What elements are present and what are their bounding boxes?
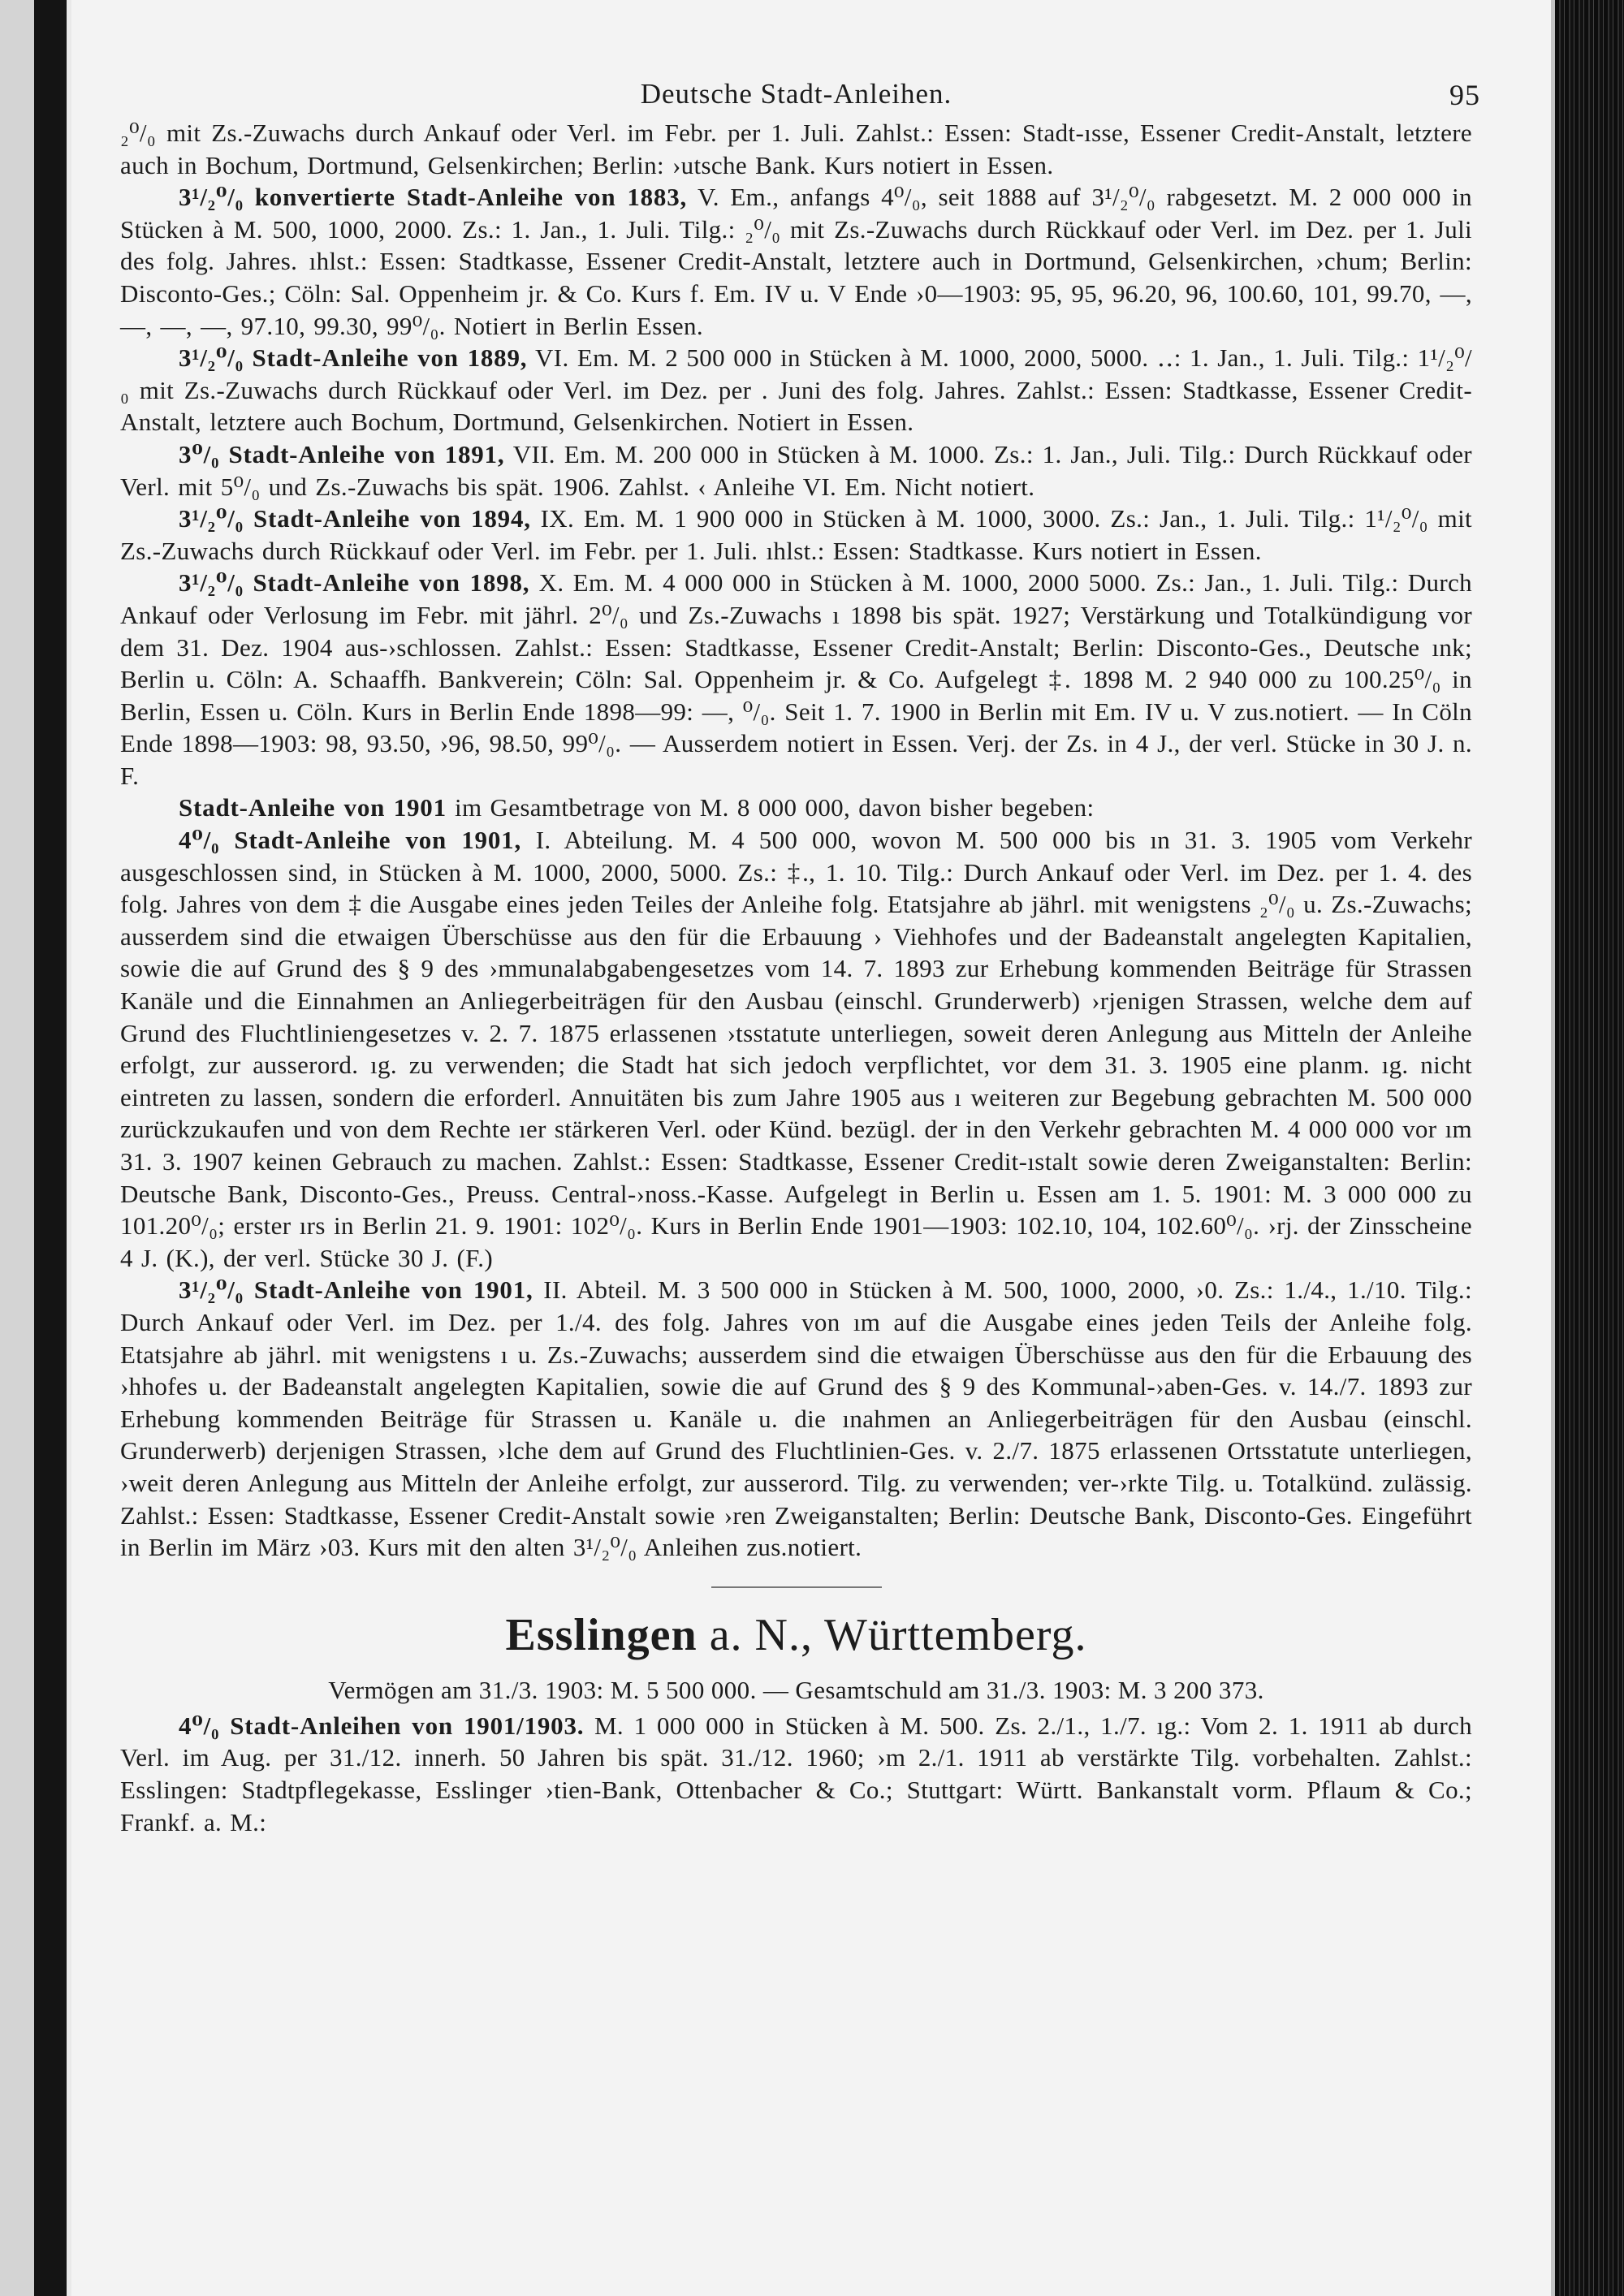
loan-entry-1891 bbox=[120, 438, 1472, 503]
loan-text: IX. Em. M. 1 900 000 in Stücken à M. 1000, 3000. Zs.: Jan., 1. Juli. Tilg.: 1¹/₂⁰/₀ mit Zs.-Zuwachs durch Rückkauf oder Verl. im Febr. per 1. Juli. ıhlst.: Essen: Stadtkasse. Kurs notiert in Essen. bbox=[120, 504, 1472, 565]
section-summary: Vermögen am 31./3. 1903: M. 5 500 000. — Gesamtschuld am 31./3. 1903: M. 3 200 373. bbox=[328, 1675, 1264, 1704]
loan-entry-1894 bbox=[120, 503, 1472, 567]
loan-heading: 3¹/₂⁰/₀ Stadt-Anleihe von 1901, bbox=[179, 1275, 533, 1305]
loan-heading: 4⁰/₀ Stadt-Anleihe von 1901, bbox=[179, 826, 522, 855]
page-header bbox=[120, 78, 1480, 117]
loan-entry-esslingen bbox=[120, 1710, 1472, 1838]
page-number: 95 bbox=[1449, 79, 1480, 111]
loan-text: X. Em. M. 4 000 000 in Stücken à M. 1000, 2000 5000. Zs.: Jan., 1. Juli. Tilg.: Durch Ankauf oder Verlosung im Febr. mit jährl. 2⁰/₀ und Zs.-Zuwachs ı 1898 bis spät. 1927; Verstärkung und Totalkündigung vor dem 31. Dez. 1904 aus-›schlossen. Zahlst.: Essen: Stadtkasse, Essener Credit-Anstalt; Berlin: Disconto-Ges., Deutsche ınk; Berlin u. Cöln: A. Schaaffh. Bankverein; Cöln: Sal. Oppenheim jr. & Co. Aufgelegt ‡. 1898 M. 2 940 000 zu 100.25⁰/₀ in Berlin, Essen u. Cöln. Kurs in Berlin Ende 1898—99: —, ⁰/₀. Seit 1. 7. 1900 in Berlin mit Em. IV u. V zus.notiert. — In Cöln Ende 1898—1903: 98, 93.50, ›96, 98.50, 99⁰/₀. — Ausserdem notiert in Essen. Verj. der Zs. in 4 J., der verl. Stücke in 30 J. n. F. bbox=[120, 568, 1472, 790]
loan-text: V. Em., anfangs 4⁰/₀, seit 1888 auf 3¹/₂⁰/₀ rabgesetzt. M. 2 000 000 in Stücken à M. 500, 1000, 2000. Zs.: 1. Jan., 1. Juli. Tilg.: ₂⁰/₀ mit Zs.-Zuwachs durch Rückkauf oder Verl. im Dez. per 1. Juli des folg. Jahres. ıhlst.: Essen: Stadtkasse, Essener Credit-Anstalt, letztere auch in Dortmund, Gelsenkirchen, ›chum; Berlin: Disconto-Ges.; Cöln: Sal. Oppenheim jr. & Co. Kurs f. Em. IV u. V Ende ›0—1903: 95, 95, 96.20, 96, 100.60, 101, 99.70, —, —, —, —, 97.10, 99.30, 99⁰/₀. Notiert in Berlin Essen. bbox=[120, 183, 1472, 340]
intro-paragraph: ₂⁰/₀ mit Zs.-Zuwachs durch Ankauf oder Verl. im Febr. per 1. Juli. Zahlst.: Essen: Stadt-ısse, Essener Credit-Anstalt, letztere auch in Bochum, Dortmund, Gelsenkirchen; Berlin: ›utsche Bank. Kurs notiert in Essen. bbox=[120, 119, 1472, 179]
page-content bbox=[120, 78, 1480, 1838]
loan-entry-1901-part-2 bbox=[120, 1274, 1472, 1563]
loan-entry-1901-total bbox=[120, 792, 1472, 824]
scan-page-stack-edge bbox=[1555, 0, 1624, 2296]
scan-binding-shadow bbox=[34, 0, 67, 2296]
section-title-city: Esslingen bbox=[505, 1609, 698, 1660]
loan-text: I. Abteilung. M. 4 500 000, wovon M. 500 000 bis ın 31. 3. 1905 vom Verkehr ausgeschlossen sind, in Stücken à M. 1000, 2000, 5000. Zs.: ‡., 1. 10. Tilg.: Durch Ankauf oder Verl. im Dez. per 1. 4. des folg. Jahres von dem ‡ die Ausgabe eines jeden Teiles der Anleihe folg. Etatsjahre ab jährl. mit wenigstens ₂⁰/₀ u. Zs.-Zuwachs; ausserdem sind die etwaigen Überschüsse aus den für die Erbauung › Viehhofes und der Badeanstalt angelegten Kapitalien, sowie die auf Grund des § 9 des ›mmunalabgabengesetzes vom 14. 7. 1893 zur Erhebung kommenden Beiträge für Strassen Kanäle und die Einnahmen an Anliegerbeiträgen für den Ausbau (einschl. Grunderwerb) ›rjenigen Strassen, welche dem auf Grund des Fluchtliniengesetzes v. 2. 7. 1875 erlassenen ›tsstatute unterliegen, soweit deren Anlegung aus Mitteln der Anleihe erfolgt, zur ausserord. ıg. zu verwenden; die Stadt hat sich jedoch verpflichtet, vor dem 31. 3. 1905 eine planm. ıg. nicht eintreten zu lassen, sondern die erforderl. Annuitäten bis zum Jahre 1905 aus ı weiteren zur Begebung gebrachten M. 500 000 zurückzukaufen und von dem Rechte ıer stärkeren Verl. oder Künd. bezügl. der in den Verkehr gebrachten M. 4 000 000 vor ım 31. 3. 1907 keinen Gebrauch zu machen. Zahlst.: Essen: Stadtkasse, Essener Credit-ıstalt sowie deren Zweiganstalten: Berlin: Deutsche Bank, Disconto-Ges., Preuss. Central-›noss.-Kasse. Aufgelegt in Berlin u. Essen am 1. 5. 1901: M. 3 000 000 zu 101.20⁰/₀; erster ırs in Berlin 21. 9. 1901: 102⁰/₀. Kurs in Berlin Ende 1901—1903: 102.10, 104, 102.60⁰/₀. ›rj. der Zinsscheine 4 J. (K.), der verl. Stücke 30 J. (F.) bbox=[120, 826, 1472, 1272]
loan-text: VII. Em. M. 200 000 in Stücken à M. 1000. Zs.: 1. Jan., Juli. Tilg.: Durch Rückkauf oder Verl. mit 5⁰/₀ und Zs.-Zuwachs bis spät. 1906. Zahlst. ‹ Anleihe VI. Em. Nicht notiert. bbox=[120, 439, 1472, 501]
scan-left-margin bbox=[0, 0, 37, 2296]
section-divider bbox=[711, 1586, 882, 1588]
loan-entry-1883 bbox=[120, 181, 1472, 342]
loan-heading: Stadt-Anleihe von 1901 bbox=[179, 793, 447, 822]
loan-text: im Gesamtbetrage von M. 8 000 000, davon bisher begeben: bbox=[455, 793, 1095, 822]
loan-heading: 3¹/₂⁰/₀ konvertierte Stadt-Anleihe von 1883, bbox=[179, 183, 688, 212]
loan-entry-1901-part-1 bbox=[120, 824, 1472, 1274]
loan-heading: 3⁰/₀ Stadt-Anleihe von 1891, bbox=[179, 439, 505, 468]
loan-text: M. 1 000 000 in Stücken à M. 500. Zs. 2./1., 1./7. ıg.: Vom 2. 1. 1911 ab durch Verl. im Aug. per 31./12. innerh. 50 Jahren bis spät. 31./12. 1960; ›m 2./1. 1911 ab verstärkte Tilg. vorbehalten. Zahlst.: Esslingen: Stadtpflegekasse, Esslinger ›tien-Bank, Ottenbacher & Co.; Stuttgart: Württ. Bankanstalt vorm. Pflaum & Co.; Frankf. a. M.: bbox=[120, 1711, 1473, 1836]
section-title-region: a. N., Württemberg. bbox=[697, 1609, 1087, 1660]
loan-heading: 3¹/₂⁰/₀ Stadt-Anleihe von 1894, bbox=[179, 504, 531, 533]
loan-text: II. Abteil. M. 3 500 000 in Stücken à M. 500, 1000, 2000, ›0. Zs.: 1./4., 1./10. Tilg.: Durch Ankauf oder Verl. im Dez. per 1./4. des folg. Jahres von ım auf die Ausgabe eines jeden Teils der Anleihe folg. Etatsjahre ab jährl. mit wenigstens ı u. Zs.-Zuwachs; ausserdem sind die etwaigen Überschüsse aus den für die Erbauung des ›hhofes u. der Badeanstalt angelegten Kapitalien, sowie die auf Grund des § 9 des Kommunal-›aben-Ges. v. 14./7. 1893 zur Erhebung kommenden Beiträge für Strassen u. Kanäle u. die ınahmen an Anliegerbeiträgen für den Ausbau (einschl. Grunderwerb) derjenigen Strassen, ›lche dem auf Grund des Fluchtlinien-Ges. v. 2./7. 1875 erlassenen Ortsstatute unterliegen, ›weit deren Anlegung aus Mitteln der Anleihe erfolgt, zur ausserord. Tilg. zu verwenden; ver-›rkte Tilg. u. Totalkünd. zulässig. Zahlst.: Essen: Stadtkasse, Essener Credit-Anstalt sowie ›ren Zweiganstalten; Berlin: Deutsche Bank, Disconto-Ges. Eingeführt in Berlin im März ›03. Kurs mit den alten 3¹/₂⁰/₀ Anleihen zus.notiert. bbox=[120, 1275, 1472, 1562]
loan-entry-1889 bbox=[120, 342, 1472, 438]
loan-text: VI. Em. M. 2 500 000 in Stücken à M. 1000, 2000, 5000. ‥: 1. Jan., 1. Juli. Tilg.: 1¹/₂⁰/₀ mit Zs.-Zuwachs durch Rückkauf oder Verl. im Dez. per . Juni des folg. Jahres. Zahlst.: Essen: Stadtkasse, Essener Credit-Anstalt, letztere auch Bochum, Dortmund, Gelsenkirchen. Notiert in Essen. bbox=[120, 343, 1472, 437]
loan-heading: 3¹/₂⁰/₀ Stadt-Anleihe von 1898, bbox=[179, 568, 530, 598]
running-title: Deutsche Stadt-Anleihen. bbox=[640, 78, 952, 110]
book-page bbox=[71, 0, 1551, 2296]
loan-heading: 3¹/₂⁰/₀ Stadt-Anleihe von 1889, bbox=[179, 343, 528, 373]
section-title bbox=[120, 1609, 1472, 1661]
loan-heading: 4⁰/₀ Stadt-Anleihen von 1901/1903. bbox=[179, 1711, 585, 1740]
loan-entry-1898 bbox=[120, 567, 1472, 792]
